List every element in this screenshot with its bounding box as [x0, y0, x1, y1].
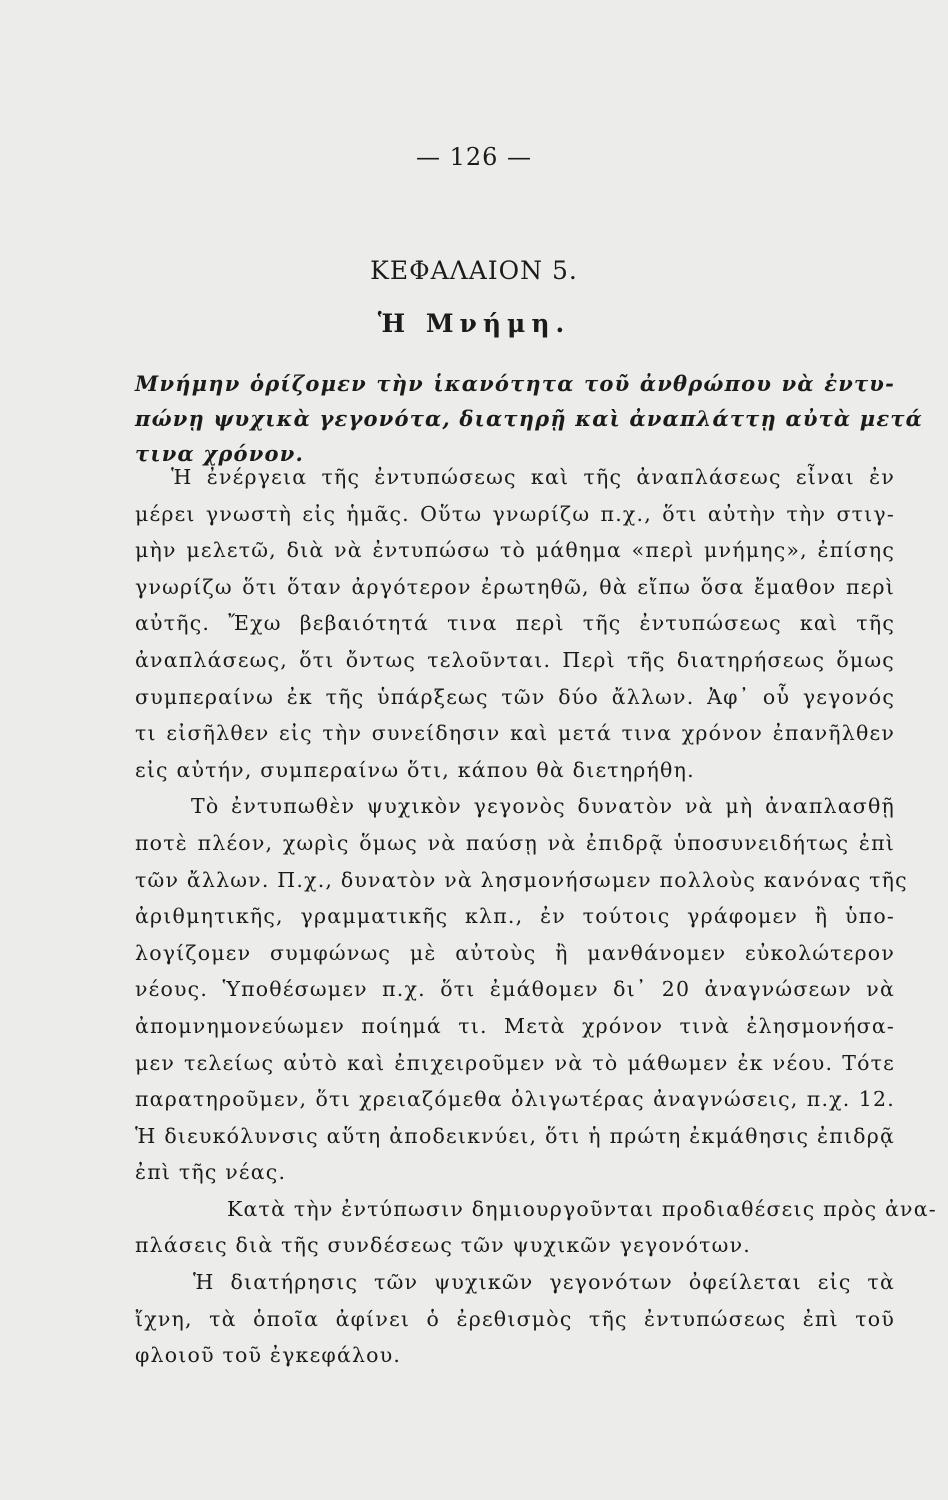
definition-paragraph [135, 366, 924, 471]
text-line: ἐπὶ τῆς νέας. [135, 1160, 287, 1185]
text-line: Ἡ ἐνέργεια τῆς ἐντυπώσεως καὶ τῆς ἀναπλάσεως εἶναι ἐν [171, 465, 895, 489]
text-line: Μνήμην ὁρίζομεν τὴν ἱκανότητα τοῦ ἀνθρώπου νὰ ἐντυ- [135, 371, 895, 396]
section-heading: Ἡ Μνήμη. [377, 309, 571, 338]
text-line: Ἡ διατήρησις τῶν ψυχικῶν γεγονότων ὀφείλεται εἰς τὰ [193, 1270, 895, 1295]
text-line: συμπεραίνω ἐκ τῆς ὑπάρξεως τῶν δύο ἄλλων. Ἀφ᾽ οὗ γεγονός [135, 684, 895, 709]
text-line: εἰς αὐτήν, συμπεραίνω ὅτι, κάπου θὰ διετηρήθη. [135, 757, 695, 782]
text-line: ἴχνη, τὰ ὁποῖα ἀφίνει ὁ ἐρεθισμὸς τῆς ἐντυπώσεως ἐπὶ τοῦ [135, 1306, 895, 1331]
text-line: λογίζομεν συμφώνως μὲ αὐτοὺς ἢ μανθάνομεν εὐκολώτερον [135, 940, 895, 965]
text-line: αὐτῆς. Ἔχω βεβαιότητά τινα περὶ τῆς ἐντυπώσεως καὶ τῆς [135, 611, 895, 636]
text-line: ἀπομνημονεύωμεν ποίημά τι. Μετὰ χρόνον τινὰ ἐλησμονήσα- [135, 1013, 895, 1038]
text-line: πώνῃ ψυχικὰ γεγονότα, διατηρῇ καὶ ἀναπλάττῃ αὐτὰ μετά [135, 406, 924, 431]
text-line: μέρει γνωστὴ εἰς ἡμᾶς. Οὕτω γνωρίζω π.χ., ὅτι αὐτὴν τὴν στιγ- [135, 501, 895, 526]
text-line: Ἡ διευκόλυνσις αὕτη ἀποδεικνύει, ὅτι ἡ πρώτη ἐκμάθησις ἐπιδρᾷ [135, 1123, 895, 1148]
text-line: μὴν μελετῶ, διὰ νὰ ἐντυπώσω τὸ μάθημα «περὶ μνήμης», ἐπίσης [135, 538, 895, 563]
text-line: μεν τελείως αὐτὸ καὶ ἐπιχειροῦμεν νὰ τὸ μάθωμεν ἐκ νέου. Τότε [135, 1050, 895, 1075]
text-line: τι εἰσῆλθεν εἰς τὴν συνείδησιν καὶ μετά τινα χρόνον ἐπανῆλθεν [135, 721, 895, 746]
text-line: ποτὲ πλέον, χωρὶς ὅμως νὰ παύσῃ νὰ ἐπιδρᾷ ὑποσυνειδήτως ἐπὶ [135, 830, 895, 855]
text-line: γνωρίζω ὅτι ὅταν ἀργότερον ἐρωτηθῶ, θὰ εἴπω ὅσα ἔμαθον περὶ [135, 574, 895, 599]
text-line: τῶν ἄλλων. Π.χ., δυνατὸν νὰ λησμονήσωμεν πολλοὺς κανόνας τῆς [135, 867, 908, 892]
page-number: — 126 — [415, 143, 533, 171]
text-line: τινα χρόνον. [135, 441, 304, 466]
text-line: παρατηροῦμεν, ὅτι χρειαζόμεθα ὀλιγωτέρας ἀναγνώσεις, π.χ. 12. [135, 1087, 895, 1112]
text-line: ἀναπλάσεως, ὅτι ὄντως τελοῦνται. Περὶ τῆς διατηρήσεως ὅμως [135, 647, 895, 672]
text-line: φλοιοῦ τοῦ ἐγκεφάλου. [135, 1343, 402, 1368]
text-line: Τὸ ἐντυπωθὲν ψυχικὸν γεγονὸς δυνατὸν νὰ μὴ ἀναπλασθῇ [191, 794, 895, 819]
chapter-title: ΚΕΦΑΛΑΙΟΝ 5. [370, 256, 578, 285]
text-line: πλάσεις διὰ τῆς συνδέσεως τῶν ψυχικῶν γεγονότων. [135, 1233, 751, 1258]
text-line: νέους. Ὑποθέσωμεν π.χ. ὅτι ἐμάθομεν δι᾽ 20 ἀναγνώσεων νὰ [135, 977, 895, 1002]
text-line: ἀριθμητικῆς, γραμματικῆς κλπ., ἐν τούτοις γράφομεν ἢ ὑπο- [135, 904, 895, 929]
body-text [135, 459, 937, 1374]
text-line: Κατὰ τὴν ἐντύπωσιν δημιουργοῦνται προδιαθέσεις πρὸς ἀνα- [227, 1196, 937, 1221]
